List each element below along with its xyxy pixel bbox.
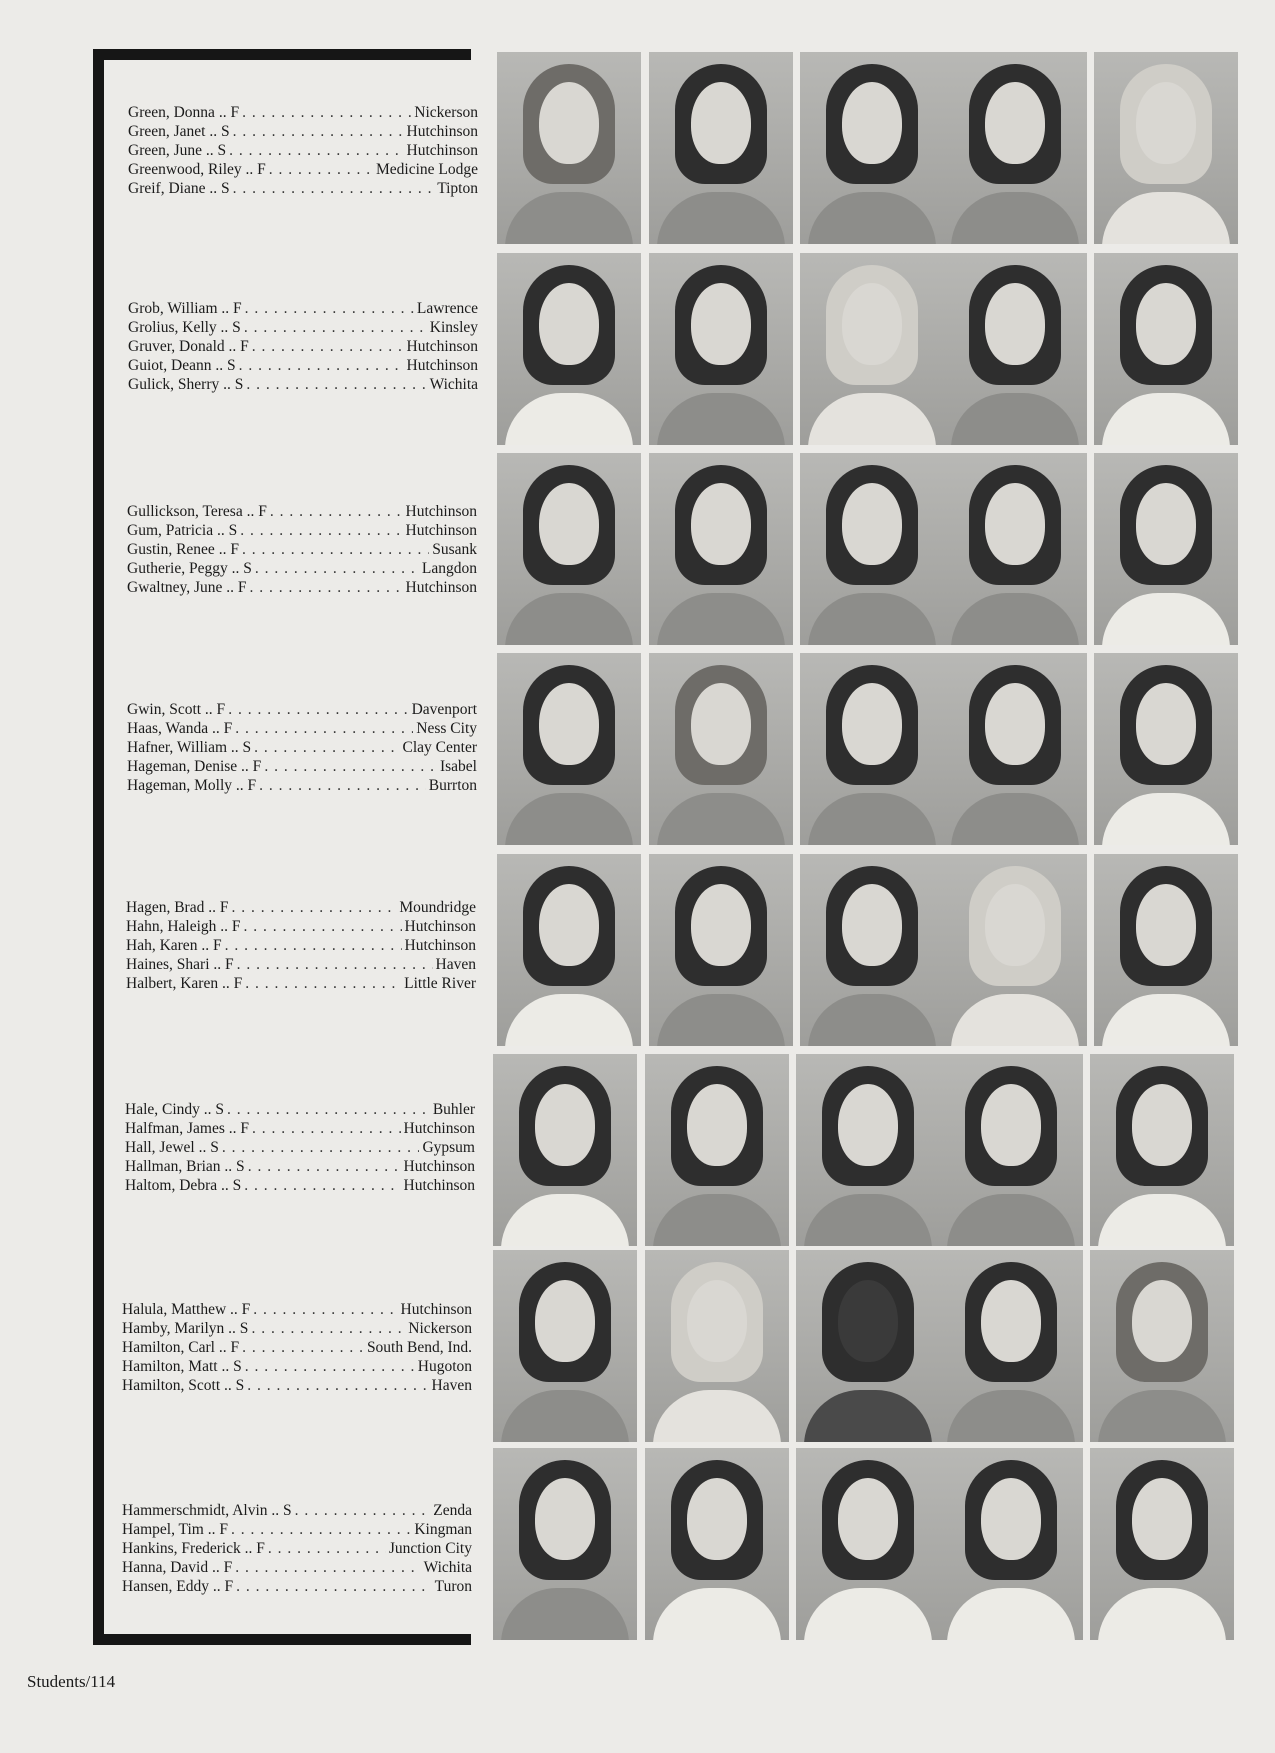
student-entry bbox=[127, 758, 477, 777]
portrait-face bbox=[539, 483, 599, 565]
student-portrait bbox=[939, 1054, 1083, 1246]
student-name: Hamilton, Scott .. S bbox=[122, 1376, 245, 1394]
student-entry bbox=[125, 1158, 475, 1177]
portrait-body bbox=[505, 192, 633, 244]
dot-leader bbox=[248, 1158, 401, 1177]
student-name: Green, Donna .. F bbox=[128, 104, 240, 121]
dot-leader bbox=[233, 123, 404, 142]
dot-leader bbox=[244, 918, 402, 937]
student-hometown: Kingman bbox=[414, 1520, 472, 1538]
student-name: Hale, Cindy .. S bbox=[125, 1101, 225, 1118]
student-hometown: Medicine Lodge bbox=[375, 160, 478, 178]
portrait-body bbox=[653, 1194, 781, 1246]
portrait-body bbox=[653, 1588, 781, 1640]
dot-leader bbox=[245, 1358, 415, 1377]
name-group bbox=[128, 300, 478, 395]
student-name: Hamilton, Carl .. F bbox=[122, 1338, 240, 1356]
student-hometown: Hutchinson bbox=[400, 1301, 472, 1318]
portrait-body bbox=[505, 793, 633, 845]
student-portrait bbox=[943, 253, 1087, 445]
student-portrait bbox=[1094, 52, 1238, 244]
dot-leader bbox=[252, 338, 404, 357]
student-hometown: Zenda bbox=[433, 1502, 472, 1519]
student-hometown: Moundridge bbox=[399, 899, 476, 916]
student-portrait bbox=[645, 1054, 789, 1246]
student-portrait bbox=[1090, 1054, 1234, 1246]
student-hometown: Hutchinson bbox=[406, 337, 478, 355]
portrait-body bbox=[951, 192, 1079, 244]
portrait-face bbox=[842, 283, 902, 365]
student-hometown: Hutchinson bbox=[405, 521, 477, 539]
portrait-body bbox=[947, 1588, 1075, 1640]
student-name: Hageman, Molly .. F bbox=[127, 776, 257, 794]
portrait-face bbox=[535, 1478, 595, 1560]
student-portrait bbox=[493, 1448, 637, 1640]
student-name: Halula, Matthew .. F bbox=[122, 1301, 251, 1318]
student-entry bbox=[126, 975, 476, 994]
student-portrait bbox=[645, 1250, 789, 1442]
student-hometown: Hutchinson bbox=[403, 1176, 475, 1194]
student-entry bbox=[128, 300, 478, 319]
student-entry bbox=[122, 1578, 472, 1597]
student-entry bbox=[127, 739, 477, 758]
student-portrait bbox=[497, 653, 641, 845]
student-portrait bbox=[800, 52, 944, 244]
student-portrait bbox=[943, 854, 1087, 1046]
student-portrait bbox=[649, 253, 793, 445]
student-hometown: Hutchinson bbox=[405, 578, 477, 596]
dot-leader bbox=[235, 720, 413, 739]
dot-leader bbox=[235, 1559, 420, 1578]
page-frame-border bbox=[93, 49, 471, 1645]
student-hometown: Lawrence bbox=[416, 300, 478, 317]
student-hometown: Hutchinson bbox=[403, 1119, 475, 1137]
portrait-face bbox=[838, 1084, 898, 1166]
student-name: Hah, Karen .. F bbox=[126, 936, 222, 954]
student-hometown: Ness City bbox=[416, 719, 477, 737]
portrait-body bbox=[951, 393, 1079, 445]
portrait-face bbox=[838, 1280, 898, 1362]
student-portrait bbox=[497, 52, 641, 244]
student-entry bbox=[128, 161, 478, 180]
student-entry bbox=[125, 1120, 475, 1139]
dot-leader bbox=[254, 739, 399, 758]
student-name: Greenwood, Riley .. F bbox=[128, 160, 266, 178]
student-hometown: Langdon bbox=[421, 559, 477, 577]
student-entry bbox=[122, 1559, 472, 1578]
student-name: Hageman, Denise .. F bbox=[127, 757, 262, 775]
student-hometown: Turon bbox=[434, 1577, 472, 1595]
student-entry bbox=[122, 1301, 472, 1320]
portrait-face bbox=[539, 82, 599, 164]
student-entry bbox=[122, 1502, 472, 1521]
student-name: Guiot, Deann .. S bbox=[128, 356, 236, 374]
portrait-body bbox=[1102, 593, 1230, 645]
student-name: Hahn, Haleigh .. F bbox=[126, 917, 241, 935]
portrait-body bbox=[657, 393, 785, 445]
student-name: Grolius, Kelly .. S bbox=[128, 318, 241, 336]
portrait-face bbox=[985, 283, 1045, 365]
student-hometown: Gypsum bbox=[422, 1138, 475, 1156]
portrait-face bbox=[981, 1280, 1041, 1362]
student-hometown: Haven bbox=[431, 1376, 472, 1394]
student-entry bbox=[126, 918, 476, 937]
portrait-body bbox=[1098, 1390, 1226, 1442]
student-portrait bbox=[800, 253, 944, 445]
dot-leader bbox=[253, 1301, 397, 1320]
student-name: Hafner, William .. S bbox=[127, 738, 252, 756]
portrait-face bbox=[691, 683, 751, 765]
dot-leader bbox=[240, 522, 402, 541]
portrait-face bbox=[539, 283, 599, 365]
portrait-body bbox=[657, 593, 785, 645]
dot-leader bbox=[242, 541, 429, 560]
dot-leader bbox=[236, 1578, 432, 1597]
student-portrait bbox=[649, 653, 793, 845]
student-portrait bbox=[1094, 453, 1238, 645]
name-group bbox=[126, 899, 476, 994]
portrait-face bbox=[1136, 884, 1196, 966]
portrait-body bbox=[501, 1194, 629, 1246]
student-name: Hanna, David .. F bbox=[122, 1558, 233, 1576]
portrait-body bbox=[808, 393, 936, 445]
portrait-face bbox=[539, 683, 599, 765]
student-name: Halfman, James .. F bbox=[125, 1119, 249, 1137]
student-name: Gulick, Sherry .. S bbox=[128, 375, 244, 393]
portrait-face bbox=[687, 1084, 747, 1166]
portrait-face bbox=[985, 82, 1045, 164]
dot-leader bbox=[255, 560, 419, 579]
student-hometown: Hutchinson bbox=[403, 1157, 475, 1175]
portrait-face bbox=[1136, 283, 1196, 365]
student-portrait bbox=[796, 1250, 940, 1442]
student-hometown: Hutchinson bbox=[406, 141, 478, 159]
student-name: Hagen, Brad .. F bbox=[126, 899, 229, 916]
portrait-face bbox=[539, 884, 599, 966]
student-name: Halbert, Karen .. F bbox=[126, 974, 243, 992]
student-entry bbox=[128, 104, 478, 123]
student-portrait bbox=[649, 52, 793, 244]
portrait-body bbox=[657, 793, 785, 845]
student-portrait bbox=[649, 453, 793, 645]
dot-leader bbox=[231, 1521, 411, 1540]
portrait-face bbox=[842, 884, 902, 966]
student-hometown: Wichita bbox=[423, 1558, 472, 1576]
portrait-body bbox=[808, 994, 936, 1046]
student-hometown: Nickerson bbox=[408, 1319, 472, 1337]
student-name: Haltom, Debra .. S bbox=[125, 1176, 242, 1194]
student-name: Haas, Wanda .. F bbox=[127, 719, 233, 737]
student-hometown: Tipton bbox=[437, 179, 478, 197]
portrait-face bbox=[691, 283, 751, 365]
portrait-face bbox=[838, 1478, 898, 1560]
name-group bbox=[127, 701, 477, 796]
student-hometown: Davenport bbox=[411, 701, 477, 718]
student-hometown: Burrton bbox=[428, 776, 477, 794]
student-entry bbox=[126, 899, 476, 918]
portrait-face bbox=[1136, 683, 1196, 765]
student-entry bbox=[122, 1320, 472, 1339]
student-hometown: Haven bbox=[435, 955, 476, 973]
portrait-body bbox=[951, 593, 1079, 645]
student-entry bbox=[122, 1521, 472, 1540]
dot-leader bbox=[222, 1139, 420, 1158]
student-entry bbox=[122, 1339, 472, 1358]
student-portrait bbox=[649, 854, 793, 1046]
portrait-face bbox=[985, 483, 1045, 565]
portrait-face bbox=[842, 483, 902, 565]
dot-leader bbox=[237, 956, 433, 975]
student-entry bbox=[125, 1177, 475, 1196]
student-portrait bbox=[493, 1054, 637, 1246]
student-entry bbox=[127, 522, 477, 541]
dot-leader bbox=[242, 1339, 364, 1358]
portrait-face bbox=[985, 683, 1045, 765]
student-hometown: Kinsley bbox=[429, 318, 478, 336]
student-entry bbox=[122, 1540, 472, 1559]
portrait-body bbox=[1102, 994, 1230, 1046]
portrait-body bbox=[1098, 1588, 1226, 1640]
portrait-body bbox=[808, 793, 936, 845]
portrait-face bbox=[691, 483, 751, 565]
dot-leader bbox=[242, 104, 411, 123]
portrait-body bbox=[808, 593, 936, 645]
student-entry bbox=[128, 357, 478, 376]
student-entry bbox=[127, 579, 477, 598]
portrait-face bbox=[535, 1280, 595, 1362]
portrait-face bbox=[1132, 1084, 1192, 1166]
student-entry bbox=[127, 720, 477, 739]
portrait-body bbox=[657, 192, 785, 244]
student-hometown: Hutchinson bbox=[404, 936, 476, 954]
student-hometown: Susank bbox=[432, 540, 477, 558]
student-entry bbox=[128, 180, 478, 199]
portrait-body bbox=[947, 1390, 1075, 1442]
portrait-face bbox=[981, 1084, 1041, 1166]
student-hometown: Buhler bbox=[432, 1101, 475, 1118]
portrait-face bbox=[842, 683, 902, 765]
portrait-body bbox=[505, 593, 633, 645]
dot-leader bbox=[227, 1101, 430, 1120]
dot-leader bbox=[245, 975, 401, 994]
student-name: Hallman, Brian .. S bbox=[125, 1157, 245, 1175]
portrait-face bbox=[981, 1478, 1041, 1560]
portrait-body bbox=[808, 192, 936, 244]
student-name: Gullickson, Teresa .. F bbox=[127, 503, 267, 520]
student-name: Hamby, Marilyn .. S bbox=[122, 1319, 249, 1337]
student-name: Grob, William .. F bbox=[128, 300, 242, 317]
page-folio: Students/114 bbox=[27, 1672, 116, 1691]
portrait-body bbox=[951, 793, 1079, 845]
student-name: Hankins, Frederick .. F bbox=[122, 1539, 265, 1557]
student-name: Hampel, Tim .. F bbox=[122, 1520, 228, 1538]
student-entry bbox=[127, 503, 477, 522]
portrait-face bbox=[687, 1478, 747, 1560]
portrait-face bbox=[691, 82, 751, 164]
student-entry bbox=[126, 956, 476, 975]
dot-leader bbox=[269, 161, 373, 180]
student-entry bbox=[125, 1101, 475, 1120]
dot-leader bbox=[244, 319, 427, 338]
student-portrait bbox=[939, 1250, 1083, 1442]
student-entry bbox=[125, 1139, 475, 1158]
student-portrait bbox=[1094, 253, 1238, 445]
student-name: Gustin, Renee .. F bbox=[127, 540, 239, 558]
portrait-face bbox=[1136, 82, 1196, 164]
dot-leader bbox=[268, 1540, 386, 1559]
name-group bbox=[127, 503, 477, 598]
student-hometown: Isabel bbox=[439, 757, 477, 775]
dot-leader bbox=[251, 1320, 405, 1339]
portrait-face bbox=[687, 1280, 747, 1362]
dot-leader bbox=[252, 1120, 401, 1139]
portrait-body bbox=[501, 1588, 629, 1640]
student-name: Hamilton, Matt .. S bbox=[122, 1357, 242, 1375]
student-name: Hammerschmidt, Alvin .. S bbox=[122, 1502, 292, 1519]
name-group bbox=[125, 1101, 475, 1196]
student-portrait bbox=[939, 1448, 1083, 1640]
dot-leader bbox=[246, 376, 426, 395]
student-entry bbox=[127, 560, 477, 579]
student-entry bbox=[128, 123, 478, 142]
portrait-body bbox=[947, 1194, 1075, 1246]
dot-leader bbox=[245, 300, 414, 319]
dot-leader bbox=[244, 1177, 400, 1196]
student-portrait bbox=[1090, 1448, 1234, 1640]
portrait-face bbox=[535, 1084, 595, 1166]
student-portrait bbox=[1090, 1250, 1234, 1442]
dot-leader bbox=[239, 357, 404, 376]
student-name: Green, June .. S bbox=[128, 141, 227, 159]
student-entry bbox=[127, 701, 477, 720]
portrait-body bbox=[951, 994, 1079, 1046]
portrait-face bbox=[691, 884, 751, 966]
portrait-face bbox=[1132, 1280, 1192, 1362]
portrait-body bbox=[505, 994, 633, 1046]
student-hometown: Junction City bbox=[388, 1539, 472, 1557]
student-name: Hall, Jewel .. S bbox=[125, 1138, 219, 1156]
student-portrait bbox=[796, 1054, 940, 1246]
dot-leader bbox=[259, 777, 426, 796]
student-hometown: Hutchinson bbox=[404, 917, 476, 935]
student-portrait bbox=[497, 453, 641, 645]
student-entry bbox=[128, 338, 478, 357]
dot-leader bbox=[233, 180, 435, 199]
student-hometown: Little River bbox=[404, 974, 476, 992]
portrait-body bbox=[804, 1390, 932, 1442]
student-hometown: South Bend, Ind. bbox=[366, 1338, 472, 1356]
student-name: Green, Janet .. S bbox=[128, 122, 230, 140]
portrait-body bbox=[653, 1390, 781, 1442]
dot-leader bbox=[264, 758, 437, 777]
student-hometown: Clay Center bbox=[402, 738, 477, 756]
dot-leader bbox=[247, 1377, 428, 1396]
student-portrait bbox=[800, 854, 944, 1046]
portrait-body bbox=[501, 1390, 629, 1442]
portrait-body bbox=[1102, 192, 1230, 244]
portrait-face bbox=[1136, 483, 1196, 565]
dot-leader bbox=[225, 937, 402, 956]
dot-leader bbox=[270, 503, 403, 522]
student-entry bbox=[122, 1377, 472, 1396]
student-name: Gutherie, Peggy .. S bbox=[127, 559, 252, 577]
student-name: Haines, Shari .. F bbox=[126, 955, 234, 973]
student-portrait bbox=[796, 1448, 940, 1640]
student-hometown: Hugoton bbox=[417, 1357, 472, 1375]
dot-leader bbox=[250, 579, 403, 598]
student-portrait bbox=[497, 854, 641, 1046]
portrait-face bbox=[842, 82, 902, 164]
name-group bbox=[122, 1502, 472, 1597]
portrait-body bbox=[1102, 393, 1230, 445]
student-entry bbox=[122, 1358, 472, 1377]
portrait-body bbox=[505, 393, 633, 445]
portrait-body bbox=[804, 1588, 932, 1640]
dot-leader bbox=[295, 1502, 431, 1521]
student-name: Gum, Patricia .. S bbox=[127, 521, 238, 539]
student-entry bbox=[128, 376, 478, 395]
portrait-face bbox=[985, 884, 1045, 966]
student-entry bbox=[126, 937, 476, 956]
student-portrait bbox=[497, 253, 641, 445]
student-name: Hansen, Eddy .. F bbox=[122, 1577, 234, 1595]
student-entry bbox=[128, 319, 478, 338]
student-hometown: Hutchinson bbox=[406, 122, 478, 140]
student-portrait bbox=[943, 52, 1087, 244]
student-name: Gwin, Scott .. F bbox=[127, 701, 226, 718]
student-entry bbox=[127, 541, 477, 560]
name-group bbox=[122, 1301, 472, 1396]
student-hometown: Nickerson bbox=[414, 104, 478, 121]
student-entry bbox=[127, 777, 477, 796]
student-portrait bbox=[943, 653, 1087, 845]
student-portrait bbox=[1094, 854, 1238, 1046]
student-hometown: Hutchinson bbox=[406, 356, 478, 374]
portrait-body bbox=[1102, 793, 1230, 845]
student-portrait bbox=[645, 1448, 789, 1640]
student-portrait bbox=[800, 653, 944, 845]
student-portrait bbox=[800, 453, 944, 645]
portrait-body bbox=[657, 994, 785, 1046]
student-hometown: Wichita bbox=[429, 375, 478, 393]
student-entry bbox=[128, 142, 478, 161]
portrait-face bbox=[1132, 1478, 1192, 1560]
student-name: Gwaltney, June .. F bbox=[127, 578, 247, 596]
dot-leader bbox=[228, 701, 408, 720]
student-hometown: Hutchinson bbox=[405, 503, 477, 520]
dot-leader bbox=[231, 899, 396, 918]
student-name: Gruver, Donald .. F bbox=[128, 337, 249, 355]
student-portrait bbox=[493, 1250, 637, 1442]
dot-leader bbox=[229, 142, 403, 161]
portrait-body bbox=[804, 1194, 932, 1246]
portrait-body bbox=[1098, 1194, 1226, 1246]
student-portrait bbox=[943, 453, 1087, 645]
name-group bbox=[128, 104, 478, 199]
student-portrait bbox=[1094, 653, 1238, 845]
student-name: Greif, Diane .. S bbox=[128, 179, 230, 197]
